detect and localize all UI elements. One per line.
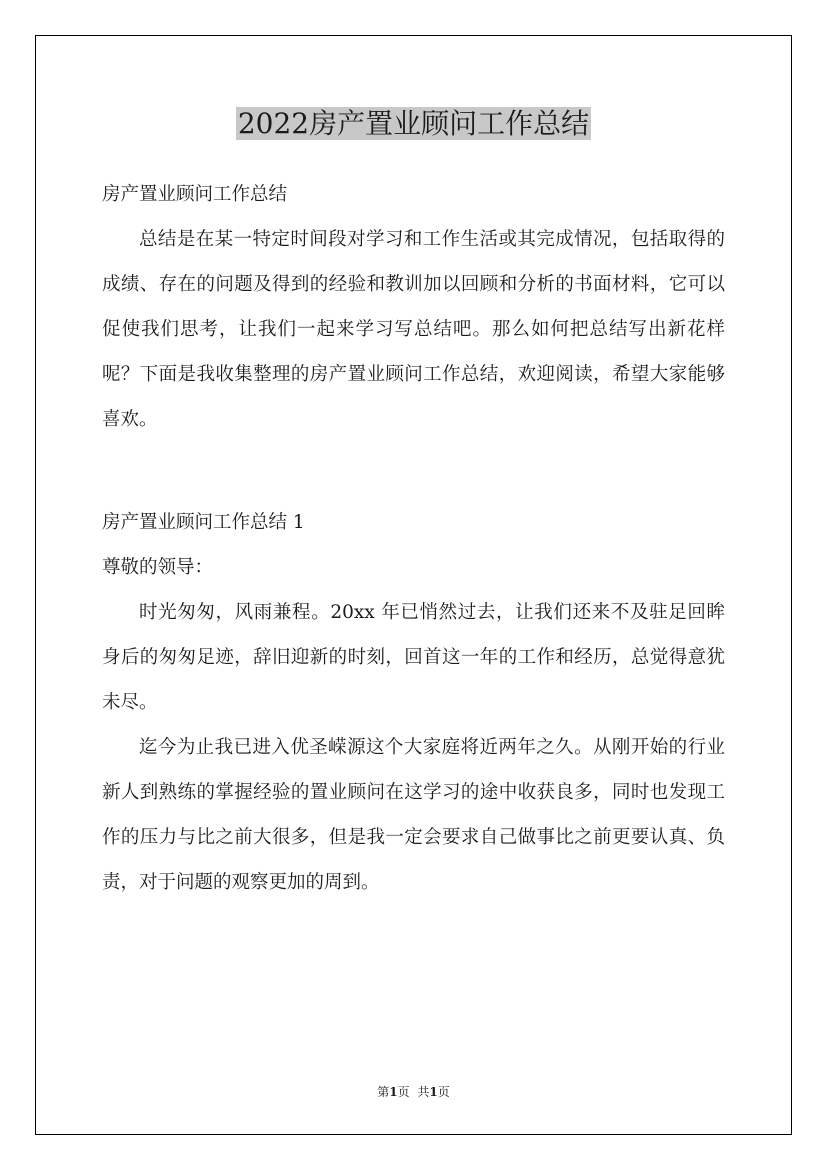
document-body bbox=[102, 172, 725, 905]
document-title bbox=[0, 104, 827, 144]
page-prefix: 第 bbox=[377, 1085, 390, 1099]
document-title-text: 2022房产置业顾问工作总结 bbox=[237, 107, 590, 140]
paragraph-gap bbox=[102, 442, 725, 500]
total-number: 1 bbox=[429, 1085, 438, 1099]
page-suffix: 页 bbox=[397, 1085, 410, 1099]
body-paragraph-1: 时光匆匆，风雨兼程。20xx 年已悄然过去，让我们还来不及驻足回眸身后的匆匆足迹，辞旧迎新的时刻，回首这一年的工作和经历，总觉得意犹未尽。 bbox=[102, 602, 725, 713]
intro-paragraph: 总结是在某一特定时间段对学习和工作生活或其完成情况，包括取得的成绩、存在的问题及得到的经验和教训加以回顾和分析的书面材料，它可以促使我们思考，让我们一起来学习写总结吧。那么如何把总结写出新花样呢？下面是我收集整理的房产置业顾问工作总结，欢迎阅读，希望大家能够喜欢。 bbox=[102, 229, 725, 430]
section-title: 房产置业顾问工作总结 1 bbox=[102, 512, 305, 533]
subtitle: 房产置业顾问工作总结 bbox=[102, 184, 288, 205]
page-footer bbox=[0, 1083, 827, 1101]
total-suffix: 页 bbox=[437, 1085, 450, 1099]
total-prefix: 共 bbox=[417, 1085, 430, 1099]
salutation: 尊敬的领导： bbox=[102, 557, 214, 578]
page-number: 1 bbox=[389, 1085, 398, 1099]
body-paragraph-2: 迄今为止我已进入优圣嵘源这个大家庭将近两年之久。从刚开始的行业新人到熟练的掌握经验的置业顾问在这学习的途中收获良多，同时也发现工作的压力与比之前大很多，但是我一定会要求自己做事比之前更要认真、负责，对于问题的观察更加的周到。 bbox=[102, 737, 725, 893]
